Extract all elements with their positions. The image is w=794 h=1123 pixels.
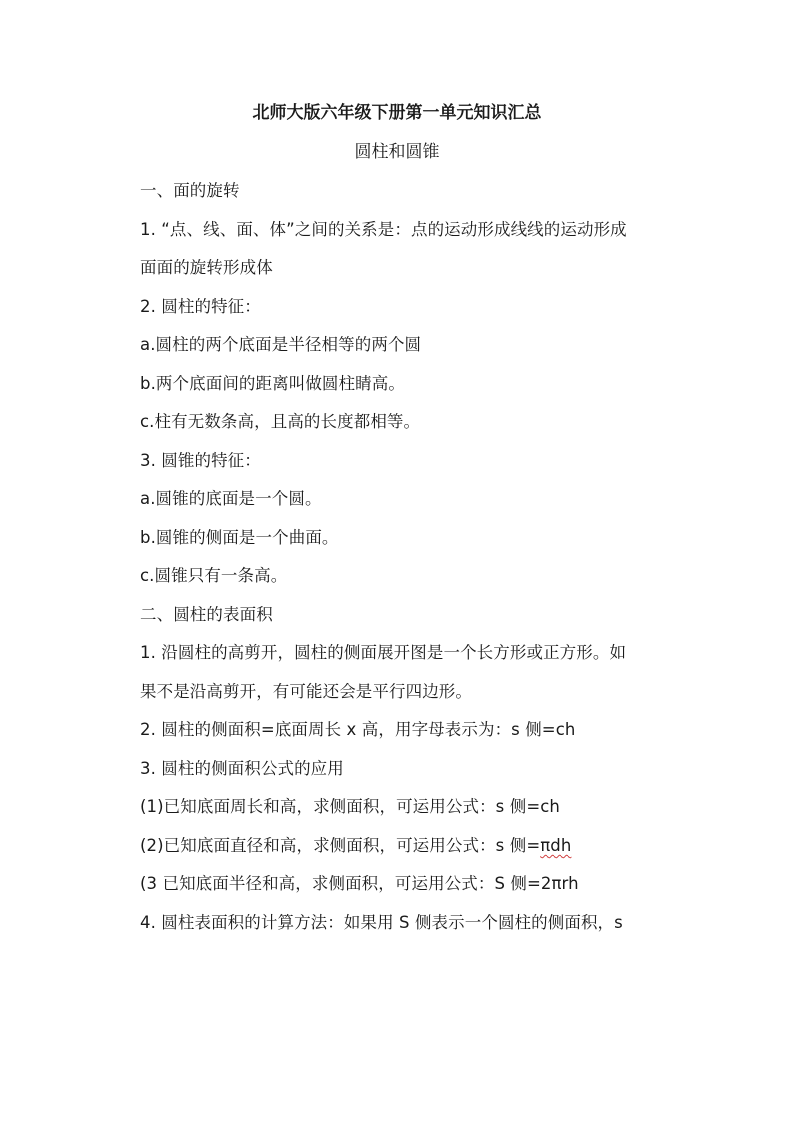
paragraph-line: 4. 圆柱表面积的计算方法：如果用 S 侧表示一个圆柱的侧面积，s (140, 913, 623, 932)
section-heading-surface-area: 二、圆柱的表面积 (140, 605, 273, 624)
paragraph-line: 面面的旋转形成体 (140, 258, 273, 277)
paragraph-line: 2. 圆柱的侧面积=底面周长 x 高，用字母表示为：s 侧=ch (140, 720, 576, 739)
paragraph-line: c.柱有无数条高，且高的长度都相等。 (140, 412, 421, 431)
paragraph-line: 1. “点、线、面、体”之间的关系是：点的运动形成线线的运动形成 (140, 220, 627, 239)
paragraph-line: a.圆锥的底面是一个圆。 (140, 489, 322, 508)
paragraph-line: 1. 沿圆柱的高剪开，圆柱的侧面展开图是一个长方形或正方形。如 (140, 643, 627, 662)
paragraph-line: c.圆锥只有一条高。 (140, 566, 288, 585)
paragraph-line: 3. 圆柱的侧面积公式的应用 (140, 759, 344, 778)
paragraph-line: 果不是沿高剪开，有可能还会是平行四边形。 (140, 682, 472, 701)
section-heading-rotation: 一、面的旋转 (140, 181, 240, 200)
paragraph-line: b.两个底面间的距离叫做圆柱睛高。 (140, 374, 405, 393)
paragraph-line: (3 已知底面半径和高，求侧面积，可运用公式：S 侧=2πrh (140, 874, 579, 893)
formula-pidh: πdh (540, 836, 572, 855)
paragraph-line: 2. 圆柱的特征： (140, 297, 261, 316)
document-subtitle: 圆柱和圆锥 (354, 142, 440, 162)
paragraph-line: 3. 圆锥的特征： (140, 451, 261, 470)
formula-line-text: (2)已知底面直径和高，求侧面积，可运用公式：s 侧= (140, 836, 541, 855)
paragraph-line: a.圆柱的两个底面是半径相等的两个圆 (140, 335, 422, 354)
document-title: 北师大版六年级下册第一单元知识汇总 (252, 103, 542, 123)
paragraph-line: (1)已知底面周长和高，求侧面积，可运用公式：s 侧=ch (140, 797, 560, 816)
paragraph-line (140, 833, 571, 859)
paragraph-line: b.圆锥的侧面是一个曲面。 (140, 528, 339, 547)
